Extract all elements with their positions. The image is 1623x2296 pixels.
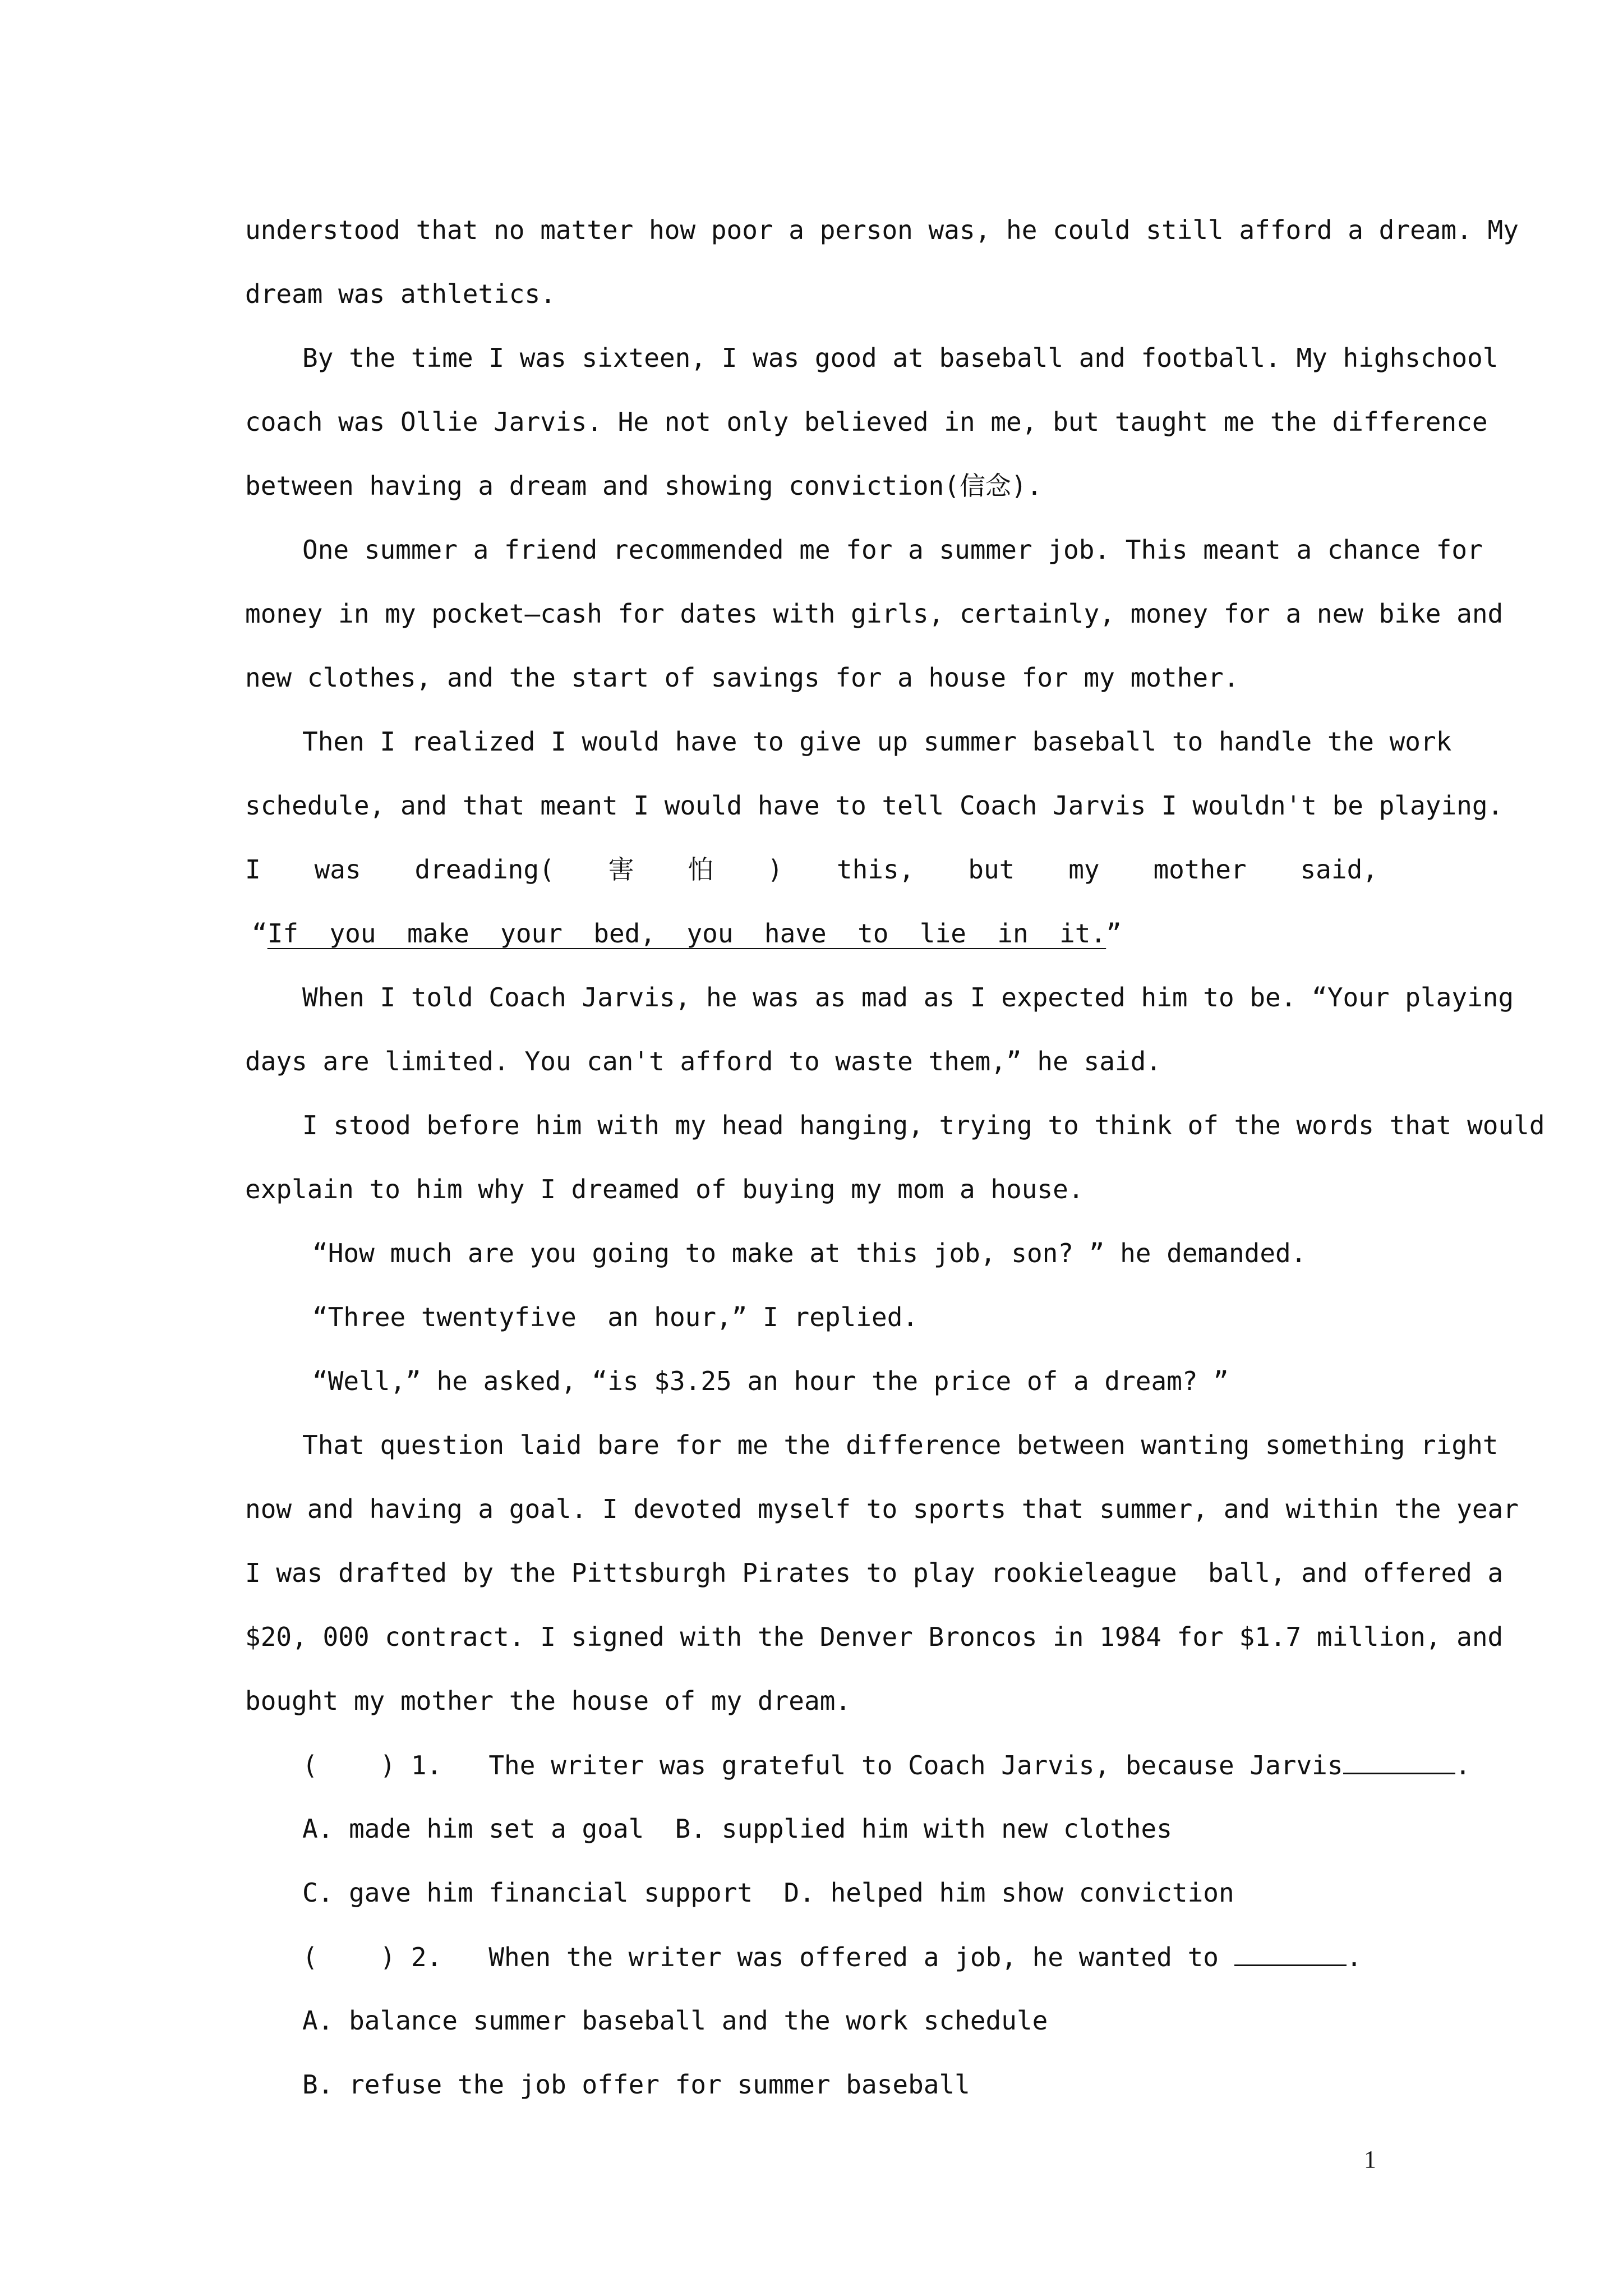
word: dreading( (414, 854, 555, 885)
word: 害 (608, 854, 634, 885)
text-line: understood that no matter how poor a person was, he could still afford a dream. My (245, 215, 1519, 245)
question-end: . (1346, 1942, 1362, 1972)
text-line: now and having a goal. I devoted myself to sports that summer, and within the year (245, 1494, 1519, 1524)
text-line: schedule, and that meant I would have to tell Coach Jarvis I wouldn't be playing. (245, 790, 1504, 821)
text-line: between having a dream and showing conviction(信念). (245, 471, 1043, 501)
close-quote: ” (1106, 918, 1122, 949)
text-line: money in my pocket—cash for dates with girls, certainly, money for a new bike and (245, 599, 1504, 629)
text-line: When I told Coach Jarvis, he was as mad as I expected him to be. “Your playing (302, 982, 1514, 1013)
text-line: I was drafted by the Pittsburgh Pirates to play rookieleague ball, and offered a (245, 1558, 1504, 1588)
word: ) (767, 854, 783, 885)
question-stem: When the writer was offered a job, he wanted to (488, 1942, 1219, 1972)
question-1-options: C. gave him financial support D. helped him show conviction (302, 1878, 1234, 1908)
text-line: That question laid bare for me the difference between wanting something right (302, 1430, 1498, 1460)
dialogue-line: “Well,” he asked, “is $3.25 an hour the price of a dream? ” (312, 1366, 1229, 1396)
word: mother (1153, 854, 1247, 885)
question-2 (302, 1940, 1362, 1973)
word: my (1068, 854, 1100, 885)
open-quote: “ (252, 918, 268, 949)
question-number: 2. (411, 1942, 442, 1972)
question-2-option-b: B. refuse the job offer for summer baseball (302, 2069, 970, 2100)
text-line: days are limited. You can't afford to waste them,” he said. (245, 1046, 1161, 1076)
text-line: I stood before him with my head hanging, trying to think of the words that would (302, 1110, 1545, 1140)
word: 怕 (688, 854, 714, 885)
question-2-option-a: A. balance summer baseball and the work schedule (302, 2005, 1048, 2036)
question-1-options: A. made him set a goal B. supplied him with new clothes (302, 1814, 1172, 1844)
word: I (245, 854, 261, 885)
question-number: 1. (411, 1750, 442, 1780)
text-line: new clothes, and the start of savings for a house for my mother. (245, 662, 1239, 693)
word: but (968, 854, 1015, 885)
answer-blank (1343, 1748, 1455, 1774)
question-1 (302, 1748, 1470, 1782)
text-line: By the time I was sixteen, I was good at baseball and football. My highschool (302, 343, 1498, 373)
quoted-saying-line (252, 917, 1122, 950)
text-line: bought my mother the house of my dream. (245, 1686, 851, 1716)
word: was (314, 854, 361, 885)
word: said, (1300, 854, 1378, 885)
text-line: One summer a friend recommended me for a summer job. This meant a chance for (302, 535, 1483, 565)
text-line: explain to him why I dreamed of buying my mom a house. (245, 1174, 1084, 1204)
answer-blank (1234, 1940, 1347, 1966)
answer-paren[interactable]: ( ) (302, 1750, 396, 1780)
text-line: coach was Ollie Jarvis. He not only believed in me, but taught me the difference (245, 407, 1488, 437)
underlined-saying: If you make your bed, you have to lie in it. (267, 918, 1106, 949)
word: this, (836, 854, 915, 885)
page-number: 1 (1364, 2146, 1376, 2173)
question-end: . (1455, 1750, 1471, 1780)
answer-paren[interactable]: ( ) (302, 1942, 396, 1972)
text-line: Then I realized I would have to give up summer baseball to handle the work (302, 726, 1452, 757)
justified-text-line (245, 853, 1378, 886)
text-line: $20, 000 contract. I signed with the Denver Broncos in 1984 for $1.7 million, and (245, 1622, 1504, 1652)
question-stem: The writer was grateful to Coach Jarvis, because Jarvis (488, 1750, 1343, 1780)
dialogue-line: “How much are you going to make at this job, son? ” he demanded. (312, 1238, 1307, 1268)
text-line: dream was athletics. (245, 279, 556, 309)
dialogue-line: “Three twentyfive an hour,” I replied. (312, 1302, 919, 1332)
